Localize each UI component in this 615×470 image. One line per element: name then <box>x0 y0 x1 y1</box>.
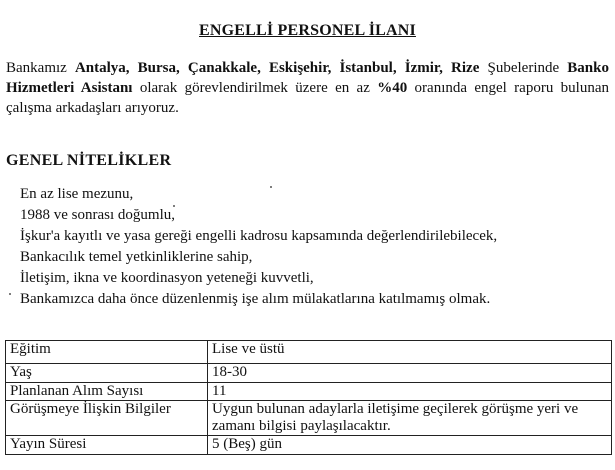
table-value: Uygun bulunan adaylarla iletişime geçilerek görüşme yeri ve zamanı bilgisi paylaşılacaktır. <box>208 401 612 436</box>
scan-speck <box>270 186 272 188</box>
qualification-item: Bankamızca daha önce düzenlenmiş işe alım mülakatlarına katılmamış olmak. <box>20 291 491 307</box>
section-heading-general-qualifications: GENEL NİTELİKLER <box>6 152 172 169</box>
table-value: 11 <box>208 383 612 401</box>
intro-paragraph <box>6 58 609 118</box>
table-row <box>6 364 612 383</box>
qualifications-list <box>20 184 497 310</box>
table-label: Planlanan Alım Sayısı <box>6 383 208 401</box>
intro-cities: Antalya, Bursa, Çanakkale, Eskişehir, İstanbul, İzmir, Rize <box>74 60 480 76</box>
table-label: Yayın Süresi <box>6 436 208 455</box>
scan-speck <box>173 205 175 207</box>
document-title: ENGELLİ PERSONEL İLANI <box>199 22 416 39</box>
table-value: Lise ve üstü <box>208 341 612 364</box>
qualification-item: 1988 ve sonrası doğumlu, <box>20 207 175 223</box>
table-label: Görüşmeye İlişkin Bilgiler <box>6 401 208 436</box>
table-row <box>6 436 612 455</box>
intro-percent: %40 <box>377 80 408 96</box>
qualification-item: Bankacılık temel yetkinliklerine sahip, <box>20 249 253 265</box>
info-table <box>5 340 612 455</box>
table-row <box>6 401 612 436</box>
qualification-item: İletişim, ikna ve koordinasyon yeteneği kuvvetli, <box>20 270 314 286</box>
scan-speck <box>9 293 11 295</box>
qualification-item: En az lise mezunu, <box>20 186 134 202</box>
intro-text-4: oranında engel raporu bulunan çalışma arkadaşları arıyoruz. <box>6 80 609 116</box>
table-label: Eğitim <box>6 341 208 364</box>
table-label: Yaş <box>6 364 208 383</box>
table-row <box>6 383 612 401</box>
intro-text-1: Bankamız <box>6 60 75 76</box>
intro-position: Banko Hizmetleri Asistanı <box>6 60 609 96</box>
qualification-item: İşkur'a kayıtlı ve yasa gereği engelli kadrosu kapsamında değerlendirilebilecek, <box>20 228 498 244</box>
table-row <box>6 341 612 364</box>
intro-text-2: Şubelerinde <box>479 60 568 76</box>
table-value: 18-30 <box>208 364 612 383</box>
intro-text-3: olarak görevlendirilmek üzere en az <box>132 80 378 96</box>
table-value: 5 (Beş) gün <box>208 436 612 455</box>
